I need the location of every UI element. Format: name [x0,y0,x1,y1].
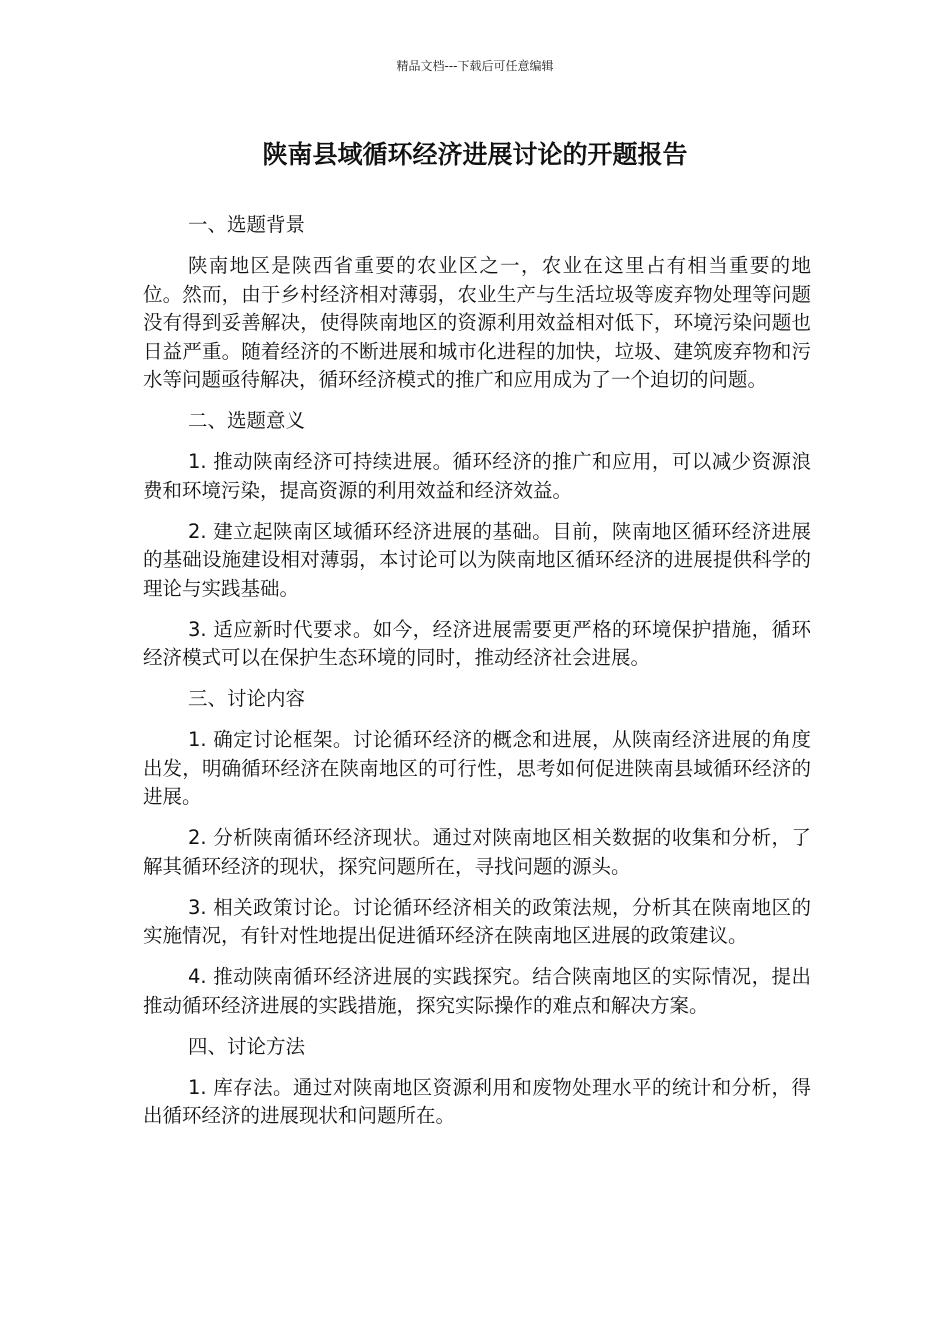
page-header: 精品文档---下载后可任意编辑 [396,59,554,73]
paragraph-background: 陕南地区是陕西省重要的农业区之一，农业在这里占有相当重要的地位。然而，由于乡村经济相对薄弱，农业生产与生活垃圾等废弃物处理等问题没有得到妥善解决，使得陕南地区的资源利用效益相对低下，环境污染问题也日益严重。随着经济的不断进展和城市化进程的加快，垃圾、建筑废弃物和污水等问题亟待解决，循环经济模式的推广和应用成为了一个迫切的问题。 [143,254,811,391]
paragraph-content-4: 4. 推动陕南循环经济进展的实践探究。结合陕南地区的实际情况，提出推动循环经济进展的实践措施，探究实际操作的难点和解决方案。 [143,965,811,1017]
section-heading-background: 一、选题背景 [188,213,306,236]
paragraph-content-3: 3. 相关政策讨论。讨论循环经济相关的政策法规，分析其在陕南地区的实施情况，有针对性地提出促进循环经济在陕南地区进展的政策建议。 [143,895,811,947]
paragraph-content-1: 1. 确定讨论框架。讨论循环经济的概念和进展，从陕南经济进展的角度出发，明确循环经济在陕南地区的可行性，思考如何促进陕南县域循环经济的进展。 [143,728,811,808]
section-heading-significance: 二、选题意义 [188,409,306,432]
paragraph-significance-1: 1. 推动陕南经济可持续进展。循环经济的推广和应用，可以减少资源浪费和环境污染，提高资源的利用效益和经济效益。 [143,450,811,502]
section-heading-methods: 四、讨论方法 [188,1034,306,1058]
paragraph-methods-1: 1. 库存法。通过对陕南地区资源利用和废物处理水平的统计和分析，得出循环经济的进展现状和问题所在。 [143,1075,811,1127]
section-heading-content: 三、讨论内容 [188,687,306,710]
document-body [143,211,811,1143]
document-title: 陕南县域循环经济进展讨论的开题报告 [262,140,688,169]
paragraph-significance-3: 3. 适应新时代要求。如今，经济进展需要更严格的环境保护措施，循环经济模式可以在保护生态环境的同时，推动经济社会进展。 [143,617,811,669]
paragraph-significance-2: 2. 建立起陕南区域循环经济进展的基础。目前，陕南地区循环经济进展的基础设施建设相对薄弱，本讨论可以为陕南地区循环经济的进展提供科学的理论与实践基础。 [143,519,811,600]
paragraph-content-2: 2. 分析陕南循环经济现状。通过对陕南地区相关数据的收集和分析，了解其循环经济的现状，探究问题所在，寻找问题的源头。 [143,826,811,878]
